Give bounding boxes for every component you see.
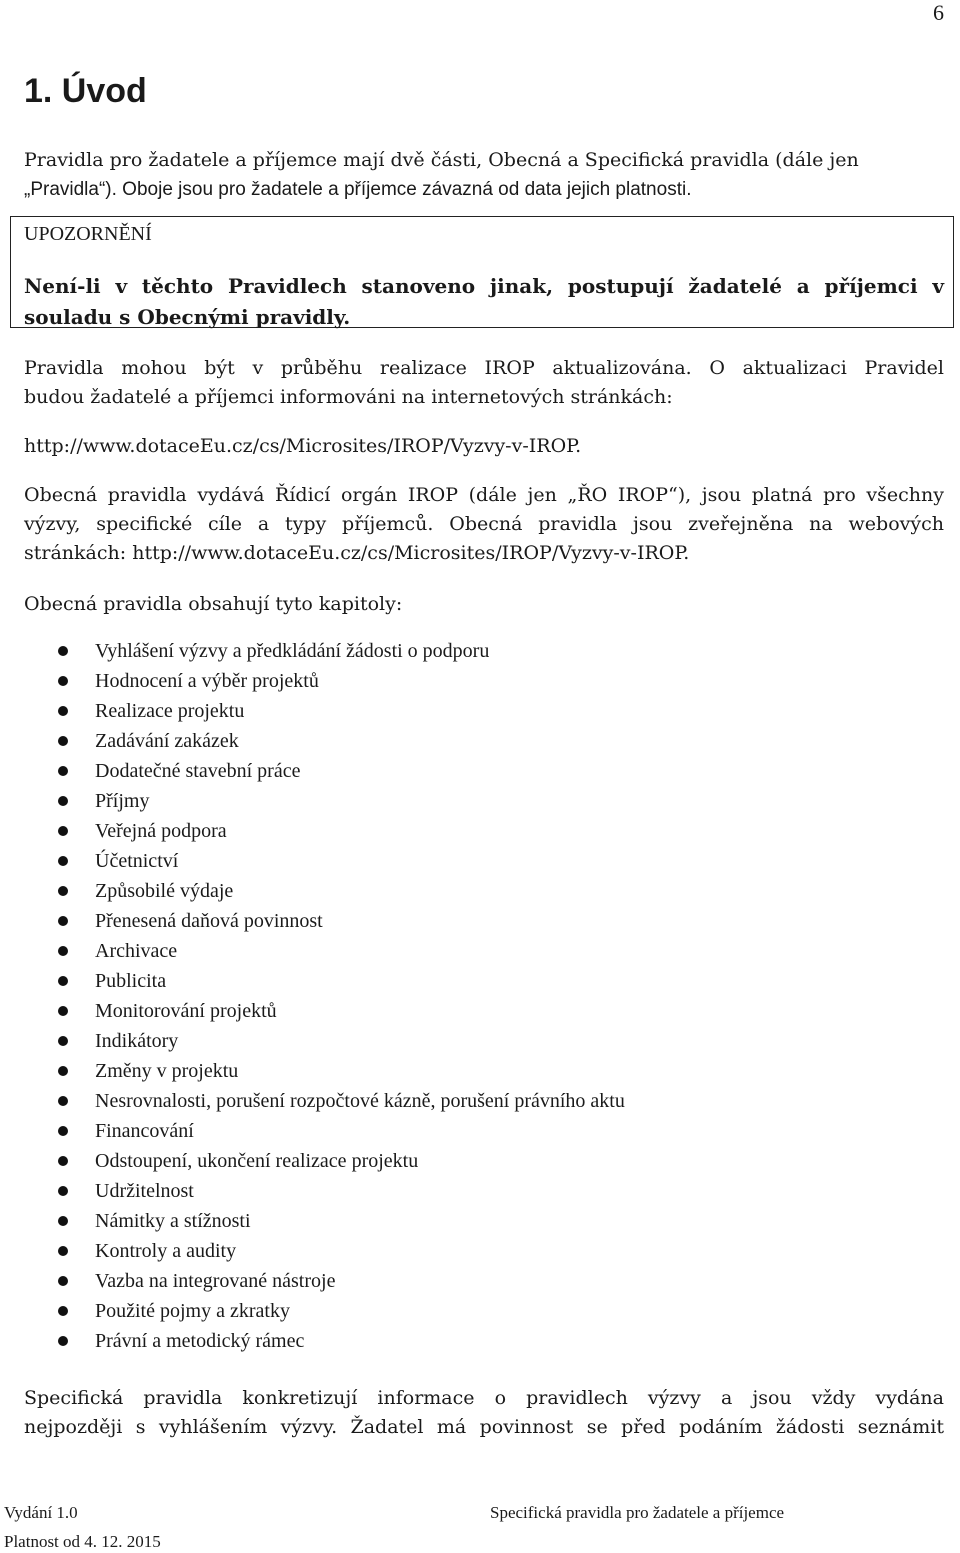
- list-item: Použité pojmy a zkratky: [0, 1296, 960, 1326]
- list-item: Indikátory: [0, 1026, 960, 1056]
- list-item: Monitorování projektů: [0, 996, 960, 1026]
- list-item: Hodnocení a výběr projektů: [0, 666, 960, 696]
- notice-title: UPOZORNĚNÍ: [24, 223, 152, 245]
- bullet-icon: [58, 916, 68, 926]
- list-item: Nesrovnalosti, porušení rozpočtové kázně, porušení právního aktu: [0, 1086, 960, 1116]
- general-line-3-prefix: stránkách:: [24, 542, 133, 564]
- list-item: Účetnictví: [0, 846, 960, 876]
- general-link[interactable]: http://www.dotaceEu.cz/cs/Microsites/IROP/Vyzvy-v-IROP: [132, 542, 684, 564]
- bullet-icon: [58, 946, 68, 956]
- list-item: Financování: [0, 1116, 960, 1146]
- list-item: Vyhlášení výzvy a předkládání žádosti o podporu: [0, 636, 960, 666]
- list-item: Právní a metodický rámec: [0, 1326, 960, 1356]
- general-line-3: [24, 539, 944, 568]
- bullet-icon: [58, 1066, 68, 1076]
- general-line-1: Obecná pravidla vydává Řídicí orgán IROP (dále jen „ŘO IROP“), jsou platná pro všechny: [24, 484, 944, 506]
- bullet-icon: [58, 1186, 68, 1196]
- list-item: Způsobilé výdaje: [0, 876, 960, 906]
- bullet-icon: [58, 796, 68, 806]
- bullet-icon: [58, 1156, 68, 1166]
- specific-line-2: nejpozději s vyhlášením výzvy. Žadatel má povinnost se před podáním žádosti seznámit: [24, 1416, 944, 1438]
- page-number: 6: [933, 0, 944, 25]
- bullet-icon: [58, 1276, 68, 1286]
- update-link[interactable]: http://www.dotaceEu.cz/cs/Microsites/IROP/Vyzvy-v-IROP.: [24, 435, 582, 457]
- bullet-icon: [58, 706, 68, 716]
- bullet-icon: [58, 976, 68, 986]
- bullet-icon: [58, 826, 68, 836]
- list-item: Kontroly a audity: [0, 1236, 960, 1266]
- bullet-icon: [58, 886, 68, 896]
- bullet-icon: [58, 1036, 68, 1046]
- bullet-icon: [58, 1216, 68, 1226]
- list-item: Dodatečné stavební práce: [0, 756, 960, 786]
- bullet-icon: [58, 1246, 68, 1256]
- bullet-icon: [58, 676, 68, 686]
- general-line-2: výzvy, specifické cíle a typy příjemců. Obecná pravidla jsou zveřejněna na webových: [24, 513, 944, 535]
- bullet-icon: [58, 1306, 68, 1316]
- footer-validity: Platnost od 4. 12. 2015: [4, 1532, 161, 1551]
- intro-line-1: Pravidla pro žadatele a příjemce mají dvě části, Obecná a Specifická pravidla (dále jen: [24, 149, 859, 171]
- section-heading: 1. Úvod: [24, 72, 147, 110]
- bullet-icon: [58, 1336, 68, 1346]
- notice-line-2: souladu s Obecnými pravidly.: [24, 305, 351, 329]
- list-item: Příjmy: [0, 786, 960, 816]
- list-item: Publicita: [0, 966, 960, 996]
- list-item: Změny v projektu: [0, 1056, 960, 1086]
- bullet-icon: [58, 856, 68, 866]
- footer-edition: Vydání 1.0: [4, 1503, 78, 1522]
- list-item: Archivace: [0, 936, 960, 966]
- list-item: Odstoupení, ukončení realizace projektu: [0, 1146, 960, 1176]
- chapters-intro: Obecná pravidla obsahují tyto kapitoly:: [24, 593, 403, 615]
- bullet-icon: [58, 646, 68, 656]
- chapters-list: [0, 636, 960, 1356]
- list-item: Zadávání zakázek: [0, 726, 960, 756]
- footer-doc-title: Specifická pravidla pro žadatele a příjemce: [490, 1503, 785, 1522]
- list-item: Udržitelnost: [0, 1176, 960, 1206]
- list-item: Vazba na integrované nástroje: [0, 1266, 960, 1296]
- list-item: Námitky a stížnosti: [0, 1206, 960, 1236]
- list-item: Realizace projektu: [0, 696, 960, 726]
- bullet-icon: [58, 736, 68, 746]
- bullet-icon: [58, 766, 68, 776]
- bullet-icon: [58, 1126, 68, 1136]
- update-line-2: budou žadatelé a příjemci informováni na internetových stránkách:: [24, 386, 673, 408]
- bullet-icon: [58, 1006, 68, 1016]
- list-item: Přenesená daňová povinnost: [0, 906, 960, 936]
- intro-line-2: „Pravidla“). Oboje jsou pro žadatele a příjemce závazná od data jejich platnosti.: [24, 179, 692, 200]
- update-line-1: Pravidla mohou být v průběhu realizace IROP aktualizována. O aktualizaci Pravidel: [24, 357, 944, 379]
- list-item: Veřejná podpora: [0, 816, 960, 846]
- notice-line-1: Není-li v těchto Pravidlech stanoveno jinak, postupují žadatelé a příjemci v: [24, 274, 944, 298]
- specific-line-1: Specifická pravidla konkretizují informace o pravidlech výzvy a jsou vždy vydána: [24, 1387, 944, 1409]
- bullet-icon: [58, 1096, 68, 1106]
- general-line-3-suffix: .: [683, 542, 690, 564]
